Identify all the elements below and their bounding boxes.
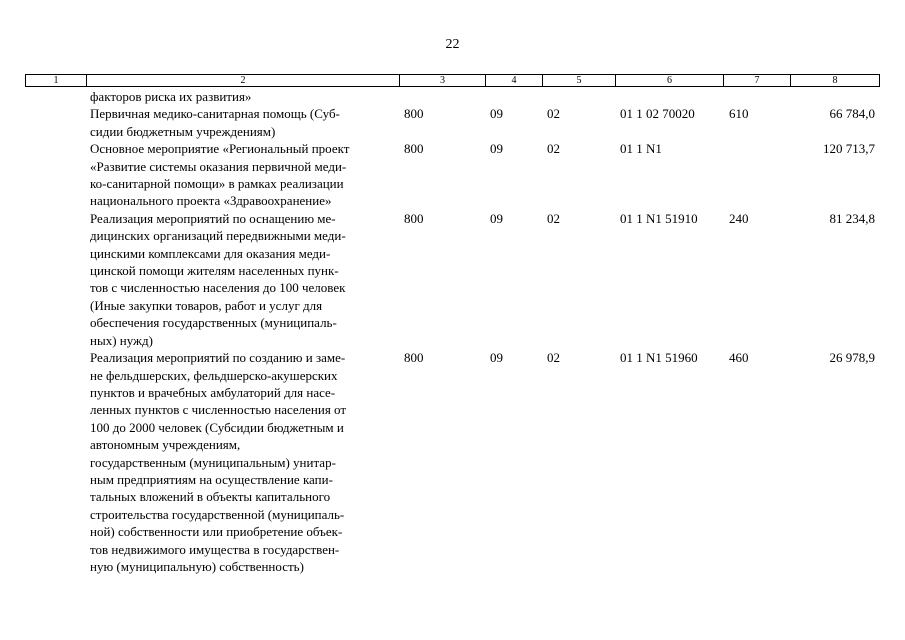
col-8-cell: 81 234,8 [829,210,875,226]
row-name-line: Реализация мероприятий по созданию и заме- [90,350,346,366]
row-name-line: ленных пунктов с численностью населения от [90,402,347,418]
column-header-row [25,74,880,87]
row-name-line: не фельдшерских, фельдшерско-акушерских [90,367,338,383]
col-4-cell: 09 [490,350,503,366]
column-header-2: 2 [86,75,399,86]
row-name-line: ной) собственности или приобретение объек- [90,524,343,540]
column-header-3: 3 [399,75,485,86]
row-name-line: тов недвижимого имущества в государствен- [90,541,340,557]
col-6-cell: 01 1 N1 [620,141,662,157]
row-name-line: ных) нужд) [90,332,153,348]
row-name-line: сидии бюджетным учреждениям) [90,123,276,139]
row-name [90,140,390,210]
row-name-line: факторов риска их развития» [90,89,252,104]
row-name-line: ную (муниципальную) собственность) [90,558,304,574]
row-name-line: тов с численностью населения до 100 человек [90,280,346,296]
row-name [90,210,390,349]
column-header-8: 8 [790,75,879,86]
col-7-cell: 240 [729,210,749,226]
col-3-cell: 800 [404,106,424,122]
row-name-line: ным предприятиям на осуществление капи- [90,471,333,487]
col-6-cell: 01 1 N1 51910 [620,210,698,226]
col-3-cell: 800 [404,210,424,226]
row-name-line: (Иные закупки товаров, работ и услуг для [90,297,323,313]
page-number: 22 [445,37,460,52]
row-name [90,349,390,575]
row-name-line: Первичная медико-санитарная помощь (Суб- [90,106,340,122]
col-6-cell: 01 1 02 70020 [620,106,695,122]
col-7-cell: 460 [729,350,749,366]
row-name-line: государственным (муниципальным) унитар- [90,454,336,470]
row-name-line: дицинских организаций передвижными меди- [90,228,346,244]
table-row [0,140,905,210]
col-8-cell: 120 713,7 [823,141,875,157]
row-name-line: Основное мероприятие «Региональный проект [90,141,350,157]
col-7-cell: 610 [729,106,749,122]
row-name-line: цинской помощи жителям населенных пунк- [90,263,339,279]
column-header-1: 1 [53,75,59,86]
row-name [90,105,390,140]
row-name-line: Реализация мероприятий по оснащению ме- [90,210,336,226]
col-4-cell: 09 [490,141,503,157]
column-header-7: 7 [723,75,790,86]
table-row [0,88,905,105]
col-8-cell: 66 784,0 [829,106,875,122]
row-name-line: национального проекта «Здравоохранение» [90,193,332,209]
col-5-cell: 02 [547,350,560,366]
col-5-cell: 02 [547,141,560,157]
row-name-line: 100 до 2000 человек (Субсидии бюджетным и [90,419,344,435]
row-name-line: тальных вложений в объекты капитального [90,489,331,505]
row-name-line: пунктов и врачебных амбулаторий для насе- [90,384,336,400]
row-name-line: автономным учреждениям, [90,437,241,453]
table-row [0,349,905,575]
row-name-line: цинскими комплексами для оказания меди- [90,245,331,261]
col-3-cell: 800 [404,350,424,366]
column-header-5: 5 [542,75,615,86]
col-6-cell: 01 1 N1 51960 [620,350,698,366]
column-header-4: 4 [485,75,542,86]
col-4-cell: 09 [490,210,503,226]
col-8-cell: 26 978,9 [829,350,875,366]
column-header-6: 6 [615,75,723,86]
row-name-line: строительства государственной (муниципаль- [90,506,345,522]
row-name-line: ко-санитарной помощи» в рамках реализации [90,176,344,192]
col-4-cell: 09 [490,106,503,122]
col-5-cell: 02 [547,106,560,122]
row-name [90,88,390,105]
col-5-cell: 02 [547,210,560,226]
table-row [0,105,905,140]
row-name-line: «Развитие системы оказания первичной меди- [90,158,347,174]
row-name-line: обеспечения государственных (муниципаль- [90,315,337,331]
table-row [0,210,905,349]
table-body [0,88,905,575]
col-3-cell: 800 [404,141,424,157]
